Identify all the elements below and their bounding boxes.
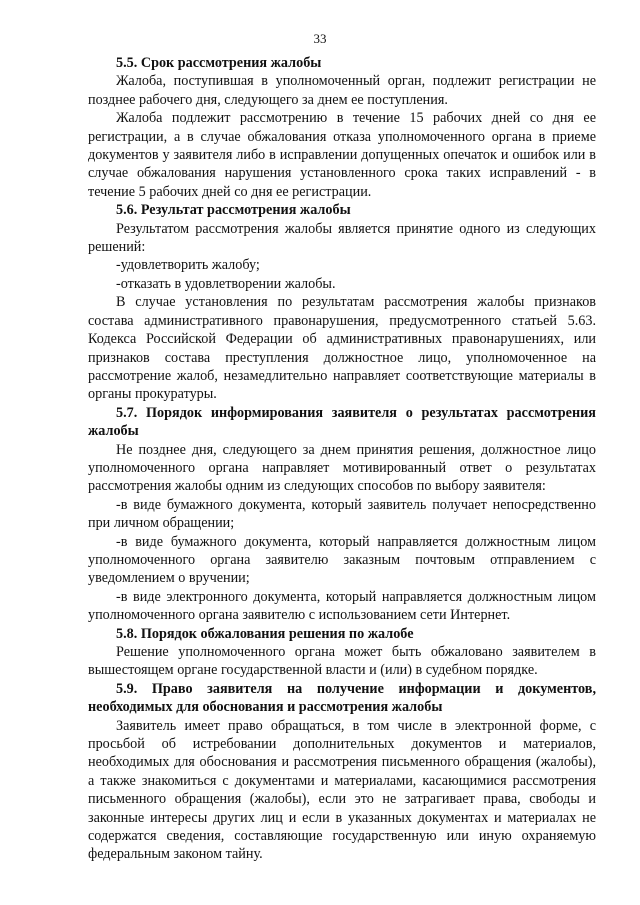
page-number: 33 [313,31,327,46]
paragraph: Заявитель имеет право обращаться, в том числе в электронной форме, с просьбой об истребовании дополнительных документов и материалов, необходимых для обоснования и рассмотрения письменного обращения (жалобы), а также знакомиться с документами и материалами, касающимися рассмотрения письменного обращения (жалобы), если это не затрагивает права, свободы и законные интересы других лиц и если в указанных документах и материалах не содержатся сведения, составляющие государственную или иную охраняемую федеральным законом тайну. [88,717,596,863]
paragraph: В случае установления по результатам рассмотрения жалобы признаков состава административного правонарушения, предусмотренного статьей 5.63. Кодекса Российской Федерации об административных правонарушениях, или признаков состава преступления должностное лицо, уполномоченное на рассмотрение жалоб, незамедлительно направляет соответствующие материалы в органы прокуратуры. [88,294,596,403]
paragraph: Жалоба подлежит рассмотрению в течение 15 рабочих дней со дня ее регистрации, а в случае обжалования отказа уполномоченного органа в приеме документов у заявителя либо в исправлении допущенных опечаток и ошибок или в случае обжалования нарушения установленного срока таких исправлений - в течение 5 рабочих дней со дня ее регистрации. [88,110,596,200]
list-item: -в виде электронного документа, который направляется должностным лицом уполномоченного органа заявителю с использованием сети Интернет. [88,588,596,624]
section-heading: 5.7. Порядок информирования заявителя о результатах рассмотрения жалобы [88,404,596,440]
paragraph: Жалоба, поступившая в уполномоченный орган, подлежит регистрации не позднее рабочего дня, следующего за днем ее поступления. [88,73,596,108]
section-heading: 5.5. Срок рассмотрения жалобы [116,55,322,71]
section-heading: 5.9. Право заявителя на получение информации и документов, необходимых для обоснования и рассмотрения жалобы [88,680,596,716]
paragraph: Не позднее дня, следующего за днем принятия решения, должностное лицо уполномоченного органа направляет мотивированный ответ о результатах рассмотрения жалобы одним из следующих способов по выбору заявителя: [88,441,596,495]
section-heading: 5.8. Порядок обжалования решения по жалобе [116,625,414,642]
list-item: -отказать в удовлетворении жалобы. [116,275,336,292]
list-item: -удовлетворить жалобу; [116,257,260,274]
section-heading: 5.6. Результат рассмотрения жалобы [116,202,351,219]
paragraph: Решение уполномоченного органа может быть обжаловано заявителем в вышестоящем органе государственной власти и (или) в судебном порядке. [88,644,596,679]
list-item: -в виде бумажного документа, который направляется должностным лицом уполномоченного органа заявителю заказным почтовым отправлением с уведомлением о вручении; [88,533,596,587]
page-content [88,54,596,864]
list-item: -в виде бумажного документа, который заявитель получает непосредственно при личном обращении; [88,496,596,532]
paragraph: Результатом рассмотрения жалобы является принятие одного из следующих решений: [88,220,596,256]
